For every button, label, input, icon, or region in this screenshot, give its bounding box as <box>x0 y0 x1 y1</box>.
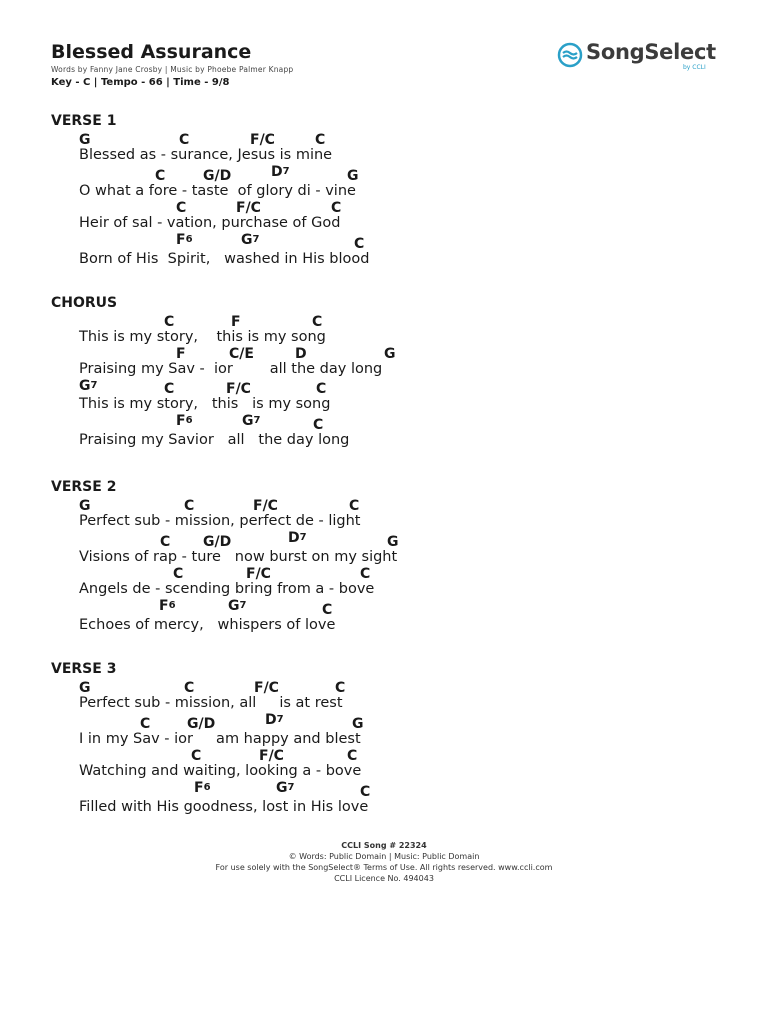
lyric: Blessed as - surance, Jesus is mine <box>79 147 333 163</box>
chord-line <box>79 748 362 780</box>
chord: $G^7$ <box>242 413 261 429</box>
chord: C <box>176 200 187 216</box>
lyric: Born of His Spirit, washed in His blood <box>79 251 370 267</box>
lyric: Watching and waiting, looking a - bove <box>79 763 362 779</box>
chord: G <box>352 716 364 732</box>
chord: G <box>79 498 91 514</box>
chord: C <box>347 748 358 764</box>
chord: C <box>349 498 360 514</box>
chord-line <box>79 314 326 346</box>
chord: F/C <box>250 132 275 148</box>
copyright-footer <box>0 840 768 884</box>
copyright-line: © Words: Public Domain | Music: Public Domain <box>288 852 480 861</box>
chord: C <box>354 236 365 252</box>
lyric: Filled with His goodness, lost in His love <box>79 799 369 815</box>
chord: C <box>313 417 324 433</box>
chord-line <box>79 378 331 413</box>
chord-line <box>79 413 350 449</box>
chord-line <box>79 132 333 164</box>
lyric: I in my Sav - ior am happy and blest <box>79 731 361 747</box>
chord: $G^7$ <box>276 780 295 796</box>
chord: G <box>79 132 91 148</box>
section-title: CHORUS <box>51 295 118 311</box>
chord: C <box>140 716 151 732</box>
chord: $F^6$ <box>159 598 176 614</box>
licence-line: CCLI Licence No. 494043 <box>334 874 434 883</box>
ccli-song-number: CCLI Song # 22324 <box>341 841 427 850</box>
section-verse-2 <box>51 478 399 634</box>
chord: C <box>184 498 195 514</box>
chord: C <box>179 132 190 148</box>
chord: $F^6$ <box>176 413 193 429</box>
chord-line <box>79 498 361 530</box>
songselect-wave-icon <box>557 42 583 68</box>
chord-line <box>79 232 370 268</box>
logo-wordmark: SongSelect <box>586 40 716 64</box>
chord-line <box>79 164 359 200</box>
chord: C <box>160 534 171 550</box>
lyric: Echoes of mercy, whispers of love <box>79 617 336 633</box>
lyric: Praising my Savior all the day long <box>79 432 350 448</box>
lyric: Perfect sub - mission, perfect de - light <box>79 513 361 529</box>
chord: C <box>315 132 326 148</box>
chord: $G^7$ <box>228 598 247 614</box>
song-title: Blessed Assurance <box>51 41 252 63</box>
chord-line <box>79 598 336 634</box>
lyric: O what a fore - taste of glory di - vine <box>79 183 356 199</box>
chord: G <box>384 346 396 362</box>
section-verse-3 <box>51 660 371 816</box>
section-chorus <box>51 294 396 449</box>
chord: C <box>322 602 333 618</box>
chord: G/D <box>203 168 232 184</box>
songselect-logo <box>557 40 717 74</box>
chord: F <box>176 346 186 362</box>
chord: C <box>316 381 327 397</box>
chord: D <box>295 346 307 362</box>
chord: $G^7$ <box>79 378 98 394</box>
chord: F <box>231 314 241 330</box>
lyric: Visions of rap - ture now burst on my sight <box>79 549 398 565</box>
lyric: Perfect sub - mission, all is at rest <box>79 695 343 711</box>
lyric: Angels de - scending bring from a - bove <box>79 581 375 597</box>
logo-sub: by CCLI <box>683 64 706 71</box>
chord-line <box>79 566 375 598</box>
section-verse-1 <box>51 112 370 268</box>
chord: $D^7$ <box>288 530 307 546</box>
chord: $D^7$ <box>265 712 284 728</box>
chord: G <box>79 680 91 696</box>
song-meta: Key - C | Tempo - 66 | Time - 9/8 <box>51 77 230 88</box>
chord: C/E <box>229 346 254 362</box>
section-title: VERSE 1 <box>51 113 117 129</box>
chord: G <box>387 534 399 550</box>
chord: G <box>347 168 359 184</box>
chord: G/D <box>203 534 232 550</box>
chord: $G^7$ <box>241 232 260 248</box>
chord: C <box>360 566 371 582</box>
song-header <box>51 40 293 88</box>
chord: C <box>164 381 175 397</box>
chord: F/C <box>253 498 278 514</box>
chord: F/C <box>226 381 251 397</box>
chord: $F^6$ <box>176 232 193 248</box>
lyric: Praising my Sav - ior all the day long <box>79 361 383 377</box>
chord: C <box>173 566 184 582</box>
lyric: Heir of sal - vation, purchase of God <box>79 215 341 231</box>
chord: F/C <box>259 748 284 764</box>
chord-line <box>79 780 371 816</box>
chord: C <box>312 314 323 330</box>
chord: F/C <box>246 566 271 582</box>
chord: F/C <box>254 680 279 696</box>
chord-line <box>79 530 399 566</box>
lyric: This is my story, this is my song <box>79 396 331 412</box>
chord: C <box>335 680 346 696</box>
song-credits: Words by Fanny Jane Crosby | Music by Phoebe Palmer Knapp <box>51 65 294 74</box>
chord-line <box>79 680 346 712</box>
section-title: VERSE 2 <box>51 479 117 495</box>
chord: C <box>155 168 166 184</box>
chord: F/C <box>236 200 261 216</box>
chord: G/D <box>187 716 216 732</box>
chord: C <box>331 200 342 216</box>
chord-line <box>79 200 342 232</box>
chord: C <box>164 314 175 330</box>
chord: C <box>184 680 195 696</box>
chord: C <box>360 784 371 800</box>
lyric: This is my story, this is my song <box>79 329 326 345</box>
chord: C <box>191 748 202 764</box>
chord-line <box>79 346 396 378</box>
chord: $F^6$ <box>194 780 211 796</box>
terms-line: For use solely with the SongSelect® Terms of Use. All rights reserved. www.ccli.com <box>215 863 553 872</box>
section-title: VERSE 3 <box>51 661 117 677</box>
chord: $D^7$ <box>271 164 290 180</box>
chord-line <box>79 712 364 748</box>
